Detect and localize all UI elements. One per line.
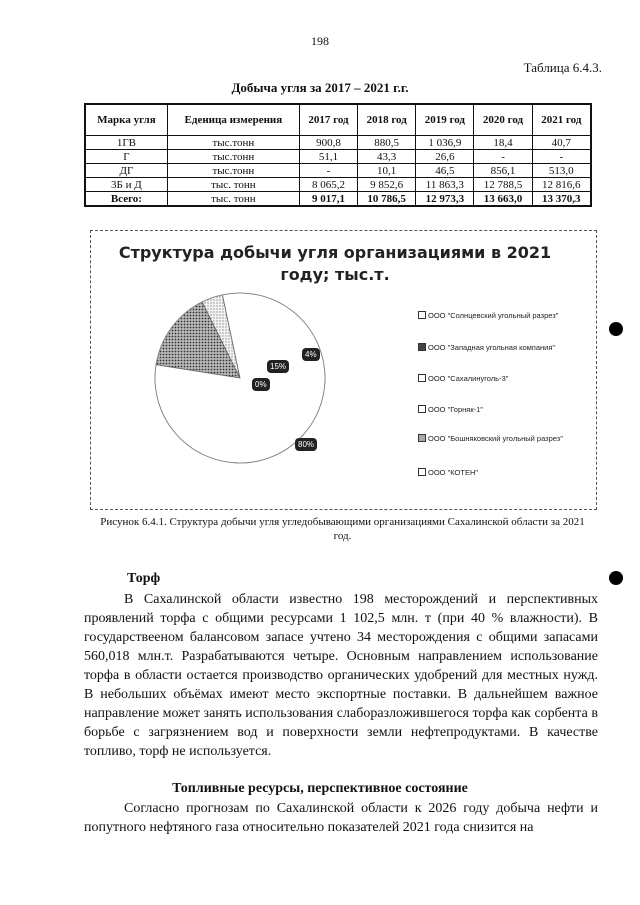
legend-item <box>418 343 588 352</box>
legend-swatch <box>418 311 426 319</box>
table-title: Добыча угля за 2017 – 2021 г.г. <box>231 80 409 95</box>
table-row <box>85 164 591 178</box>
table-cell: 11 863,3 <box>416 178 474 192</box>
table-cell: 13 663,0 <box>474 192 532 207</box>
table-cell: ДГ <box>85 164 167 178</box>
table-cell: 1ГВ <box>85 136 167 150</box>
table-cell: 880,5 <box>358 136 416 150</box>
figure-caption: Рисунок 6.4.1. Структура добычи угля угледобывающими организациями Сахалинской области за 2021 год. <box>100 516 585 542</box>
table-cell: 900,8 <box>299 136 357 150</box>
table-cell: - <box>299 164 357 178</box>
table-cell: 18,4 <box>474 136 532 150</box>
legend-item <box>418 468 588 477</box>
table-cell: 40,7 <box>532 136 591 150</box>
legend-label: ООО "Сахалинуголь-3" <box>428 374 509 383</box>
legend-label: ООО "Бошняковский угольный разрез" <box>428 434 563 443</box>
table-cell: 8 065,2 <box>299 178 357 192</box>
table-cell: - <box>474 150 532 164</box>
table-cell: 46,5 <box>416 164 474 178</box>
table-cell: 12 973,3 <box>416 192 474 207</box>
table-row <box>85 150 591 164</box>
header-2017: 2017 год <box>299 104 357 136</box>
table-cell: 9 017,1 <box>299 192 357 207</box>
header-2020: 2020 год <box>474 104 532 136</box>
table-cell: 12 816,6 <box>532 178 591 192</box>
chart-title: Структура добычи угля организациями в 2021 году; тыс.т. <box>118 243 552 284</box>
header-2021: 2021 год <box>532 104 591 136</box>
table-id-label: Таблица 6.4.3. <box>523 60 602 75</box>
table-row <box>85 136 591 150</box>
table-cell: - <box>532 150 591 164</box>
peat-paragraph: В Сахалинской области известно 198 месторождений и перспективных проявлений торфа с общими ресурсами 1 102,5 млн. т (при 40 % влажности). В государствееном балансовом запасе учтено 34 месторождения с общими запасами 560,018 млн.т. Разрабатываются четыре. Основным направлением использование торфа в области остается производство органических удобрений для местных нужд. В небольших объёмах имеют место экспортные поставки. В дальнейшем важное направление может занять использования слаборазложившегося торфа как сорбента в борьбе с загрязнением вод и поверхности земли нефтепродуктами. В качестве топливо, торф не используется. <box>84 592 598 759</box>
pie-data-label: 4% <box>302 348 320 361</box>
legend-swatch <box>418 434 426 442</box>
peat-heading: Торф <box>127 571 161 586</box>
legend-label: ООО "КОТЕН" <box>428 468 479 477</box>
pie-data-label: 80% <box>295 438 317 451</box>
pie-chart <box>90 230 595 508</box>
fuel-resources-paragraph: Согласно прогнозам по Сахалинской области к 2026 году добыча нефти и попутного нефтяного газа относительно показателей 2021 года снизится на <box>84 801 598 835</box>
page-number: 198 <box>311 34 329 48</box>
table-cell: 10 786,5 <box>358 192 416 207</box>
header-2019: 2019 год <box>416 104 474 136</box>
table-cell: 51,1 <box>299 150 357 164</box>
legend-swatch <box>418 374 426 382</box>
table-total-row <box>85 192 591 207</box>
table-cell: тыс.тонн <box>167 136 299 150</box>
table-cell: тыс.тонн <box>167 150 299 164</box>
pie-data-label: 15% <box>267 360 289 373</box>
coal-production-table <box>84 103 592 207</box>
legend-swatch <box>418 343 426 351</box>
table-cell: 3Б и Д <box>85 178 167 192</box>
table-cell: 10,1 <box>358 164 416 178</box>
table-cell: 43,3 <box>358 150 416 164</box>
header-2018: 2018 год <box>358 104 416 136</box>
legend-item <box>418 434 588 443</box>
legend-item <box>418 405 588 414</box>
table-header-row <box>85 104 591 136</box>
punch-hole-icon <box>609 571 623 585</box>
legend-item <box>418 374 588 383</box>
table-cell: 13 370,3 <box>532 192 591 207</box>
table-cell: тыс. тонн <box>167 178 299 192</box>
pie-data-label: 0% <box>252 378 270 391</box>
table-cell: 856,1 <box>474 164 532 178</box>
table-row <box>85 178 591 192</box>
table-cell: тыс.тонн <box>167 164 299 178</box>
legend-swatch <box>418 468 426 476</box>
legend-item <box>418 311 588 320</box>
legend-swatch <box>418 405 426 413</box>
legend-label: ООО "Солнцевский угольный разрез" <box>428 311 559 320</box>
header-unit: Еденица измерения <box>167 104 299 136</box>
table-cell: 12 788,5 <box>474 178 532 192</box>
legend-label: ООО "Горняк-1" <box>428 405 483 414</box>
punch-hole-icon <box>609 322 623 336</box>
table-cell: тыс. тонн <box>167 192 299 207</box>
table-cell: Всего: <box>85 192 167 207</box>
table-cell: 513,0 <box>532 164 591 178</box>
table-cell: 9 852,6 <box>358 178 416 192</box>
legend-label: ООО "Западная угольная компания" <box>428 343 556 352</box>
table-cell: 1 036,9 <box>416 136 474 150</box>
header-coal-grade: Марка угля <box>85 104 167 136</box>
table-cell: 26,6 <box>416 150 474 164</box>
table-cell: Г <box>85 150 167 164</box>
fuel-resources-heading: Топливные ресурсы, перспективное состояние <box>172 781 468 796</box>
